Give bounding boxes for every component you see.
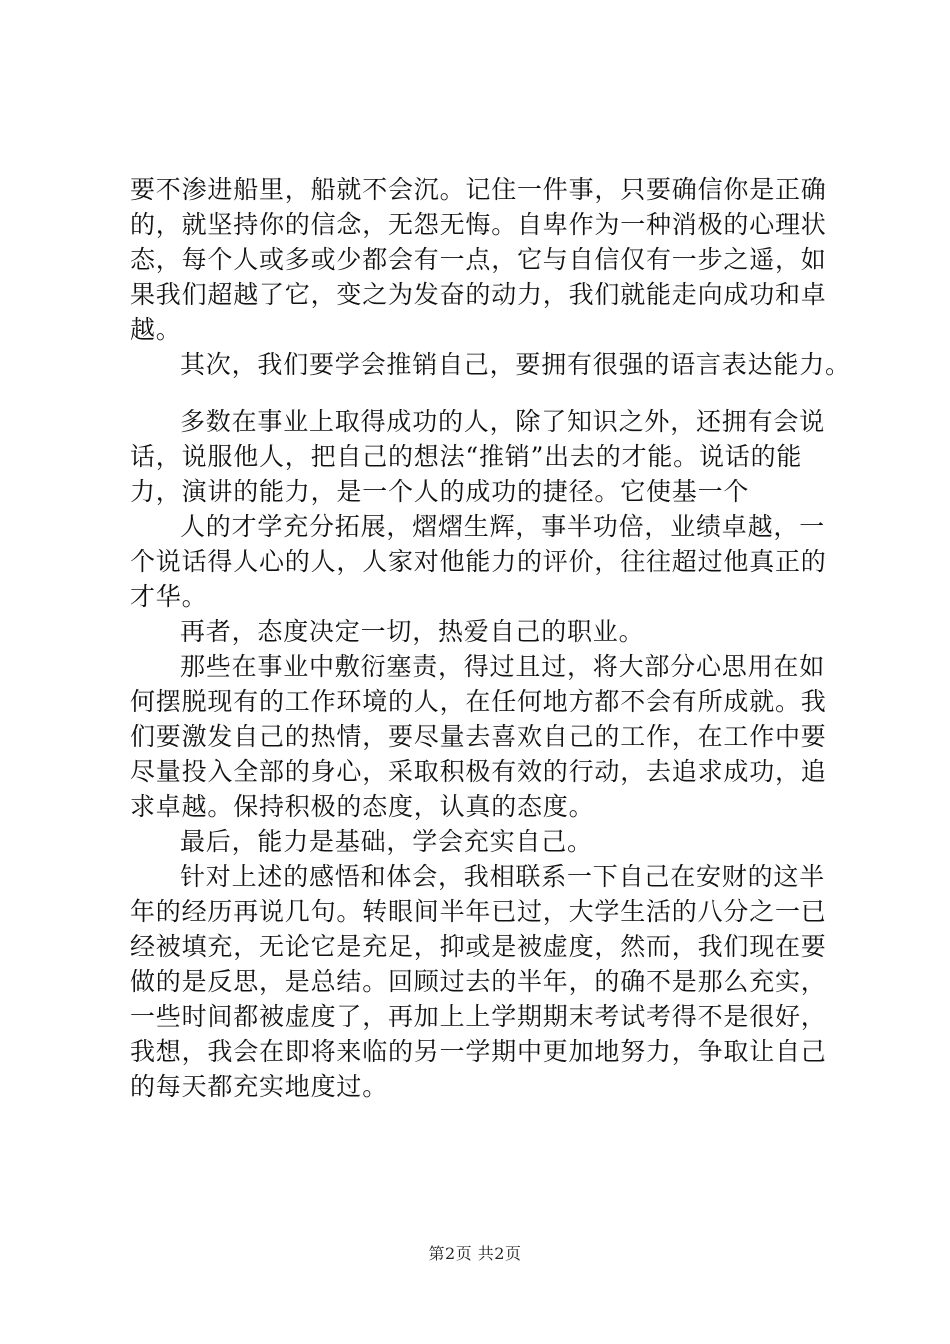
text-line: 才华。 [130, 582, 208, 611]
text-line: 多数在事业上取得成功的人，除了知识之外，还拥有会说 [180, 407, 826, 436]
text-line: 那些在事业中敷衍塞责，得过且过，将大部分心思用在如 [180, 652, 826, 681]
text-line: 人的才学充分拓展，熠熠生辉，事半功倍，业绩卓越，一 [180, 512, 826, 541]
text-line: 们要激发自己的热情，要尽量去喜欢自己的工作，在工作中要 [130, 722, 827, 751]
text-line: 求卓越。保持积极的态度，认真的态度。 [130, 792, 595, 821]
text-line: 越。 [130, 315, 182, 344]
text-line: 针对上述的感悟和体会，我相联系一下自己在安财的这半 [180, 862, 826, 891]
text-line: 经被填充，无论它是充足，抑或是被虚度，然而，我们现在要 [130, 932, 827, 961]
text-line: 年的经历再说几句。转眼间半年已过，大学生活的八分之一已 [130, 897, 827, 926]
document-body [130, 172, 850, 1104]
text-line: 要不渗进船里，船就不会沉。记住一件事，只要确信你是正确 [130, 175, 827, 204]
page-number-footer: 第2页 共2页 [428, 1244, 522, 1263]
text-line: 何摆脱现有的工作环境的人，在任何地方都不会有所成就。我 [130, 687, 827, 716]
text-line: 的，就坚持你的信念，无怨无悔。自卑作为一种消极的心理状 [130, 210, 827, 239]
text-line: 果我们超越了它，变之为发奋的动力，我们就能走向成功和卓 [130, 280, 827, 309]
text-line: 力，演讲的能力，是一个人的成功的捷径。它使基一个 [130, 477, 750, 506]
text-line: 话，说服他人，把自己的想法“推销”出去的才能。说话的能 [130, 442, 803, 471]
text-line: 个说话得人心的人，人家对他能力的评价，往往超过他真正的 [130, 547, 827, 576]
paragraph-heading: 其次，我们要学会推销自己，要拥有很强的语言表达能力。 [180, 350, 851, 379]
text-line: 尽量投入全部的身心，采取积极有效的行动，去追求成功，追 [130, 757, 827, 786]
text-line: 态，每个人或多或少都会有一点，它与自信仅有一步之遥，如 [130, 245, 827, 274]
text-line: 一些时间都被虚度了，再加上上学期期末考试考得不是很好， [130, 1002, 827, 1031]
paragraph-heading: 再者，态度决定一切，热爱自己的职业。 [180, 617, 645, 646]
paragraph-heading: 最后，能力是基础，学会充实自己。 [180, 827, 593, 856]
paragraph-gap [130, 382, 850, 404]
text-line: 做的是反思，是总结。回顾过去的半年，的确不是那么充实， [130, 967, 827, 996]
text-line: 的每天都充实地度过。 [130, 1072, 389, 1101]
text-line: 我想，我会在即将来临的另一学期中更加地努力，争取让自己 [130, 1037, 827, 1066]
